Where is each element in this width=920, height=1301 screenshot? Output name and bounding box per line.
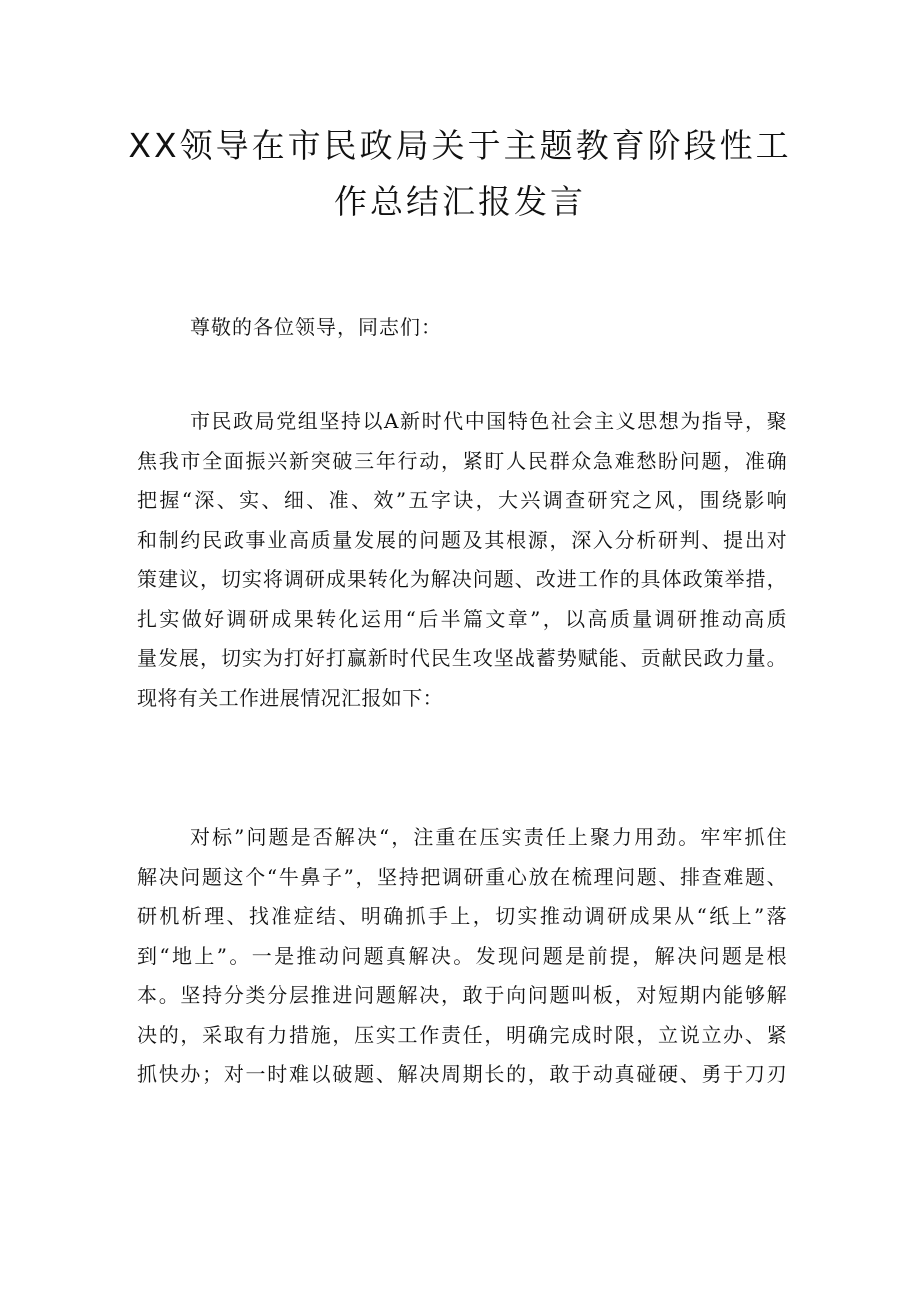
paragraph-line: 量发展，切实为打好打赢新时代民生攻坚战蓄势赋能、贡献民政力量。	[137, 646, 787, 670]
paragraph-line: 研机析理、找准症结、明确抓手上，切实推动调研成果从“纸上”落	[137, 904, 787, 928]
paragraph-line: 决的，采取有力措施，压实工作责任，明确完成时限，立说立办、紧	[137, 1022, 787, 1047]
salutation: 尊敬的各位领导，同志们：	[190, 315, 442, 339]
paragraph-line: 到“地上”。一是推动问题真解决。发现问题是前提，解决问题是根	[137, 943, 787, 968]
document-title	[128, 118, 792, 230]
paragraph-line: 焦我市全面振兴新突破三年行动，紧盯人民群众急难愁盼问题，准确	[137, 448, 787, 473]
paragraph-line: 和制约民政事业高质量发展的问题及其根源，深入分析研判、提出对	[137, 527, 787, 552]
paragraph-line: 本。坚持分类分层推进问题解决，敢于向问题叫板，对短期内能够解	[137, 983, 787, 1007]
paragraph-2	[137, 818, 787, 1095]
paragraph-line: 把握“深、实、细、准、效”五字诀，大兴调查研究之风，围绕影响	[137, 488, 787, 512]
paragraph-line: 解决问题这个“牛鼻子”，坚持把调研重心放在梳理问题、排查难题、	[137, 864, 787, 889]
paragraph-line: 现将有关工作进展情况汇报如下：	[137, 685, 443, 710]
title-line-1: XX领导在市民政局关于主题教育阶段性工	[128, 126, 792, 165]
paragraph-line: 市民政局党组坚持以A新时代中国特色社会主义思想为指导，聚	[190, 409, 787, 433]
paragraph-1	[137, 402, 787, 718]
paragraph-line: 抓快办；对一时难以破题、解决周期长的，敢于动真碰硬、勇于刀刃	[137, 1062, 787, 1086]
paragraph-line: 策建议，切实将调研成果转化为解决问题、改进工作的具体政策举措，	[137, 567, 787, 591]
title-line-2: 作总结汇报发言	[334, 182, 586, 221]
paragraph-line: 对标”问题是否解决“，注重在压实责任上聚力用劲。牢牢抓住	[190, 825, 787, 849]
paragraph-line: 扎实做好调研成果转化运用“后半篇文章”，以高质量调研推动高质	[137, 606, 787, 631]
